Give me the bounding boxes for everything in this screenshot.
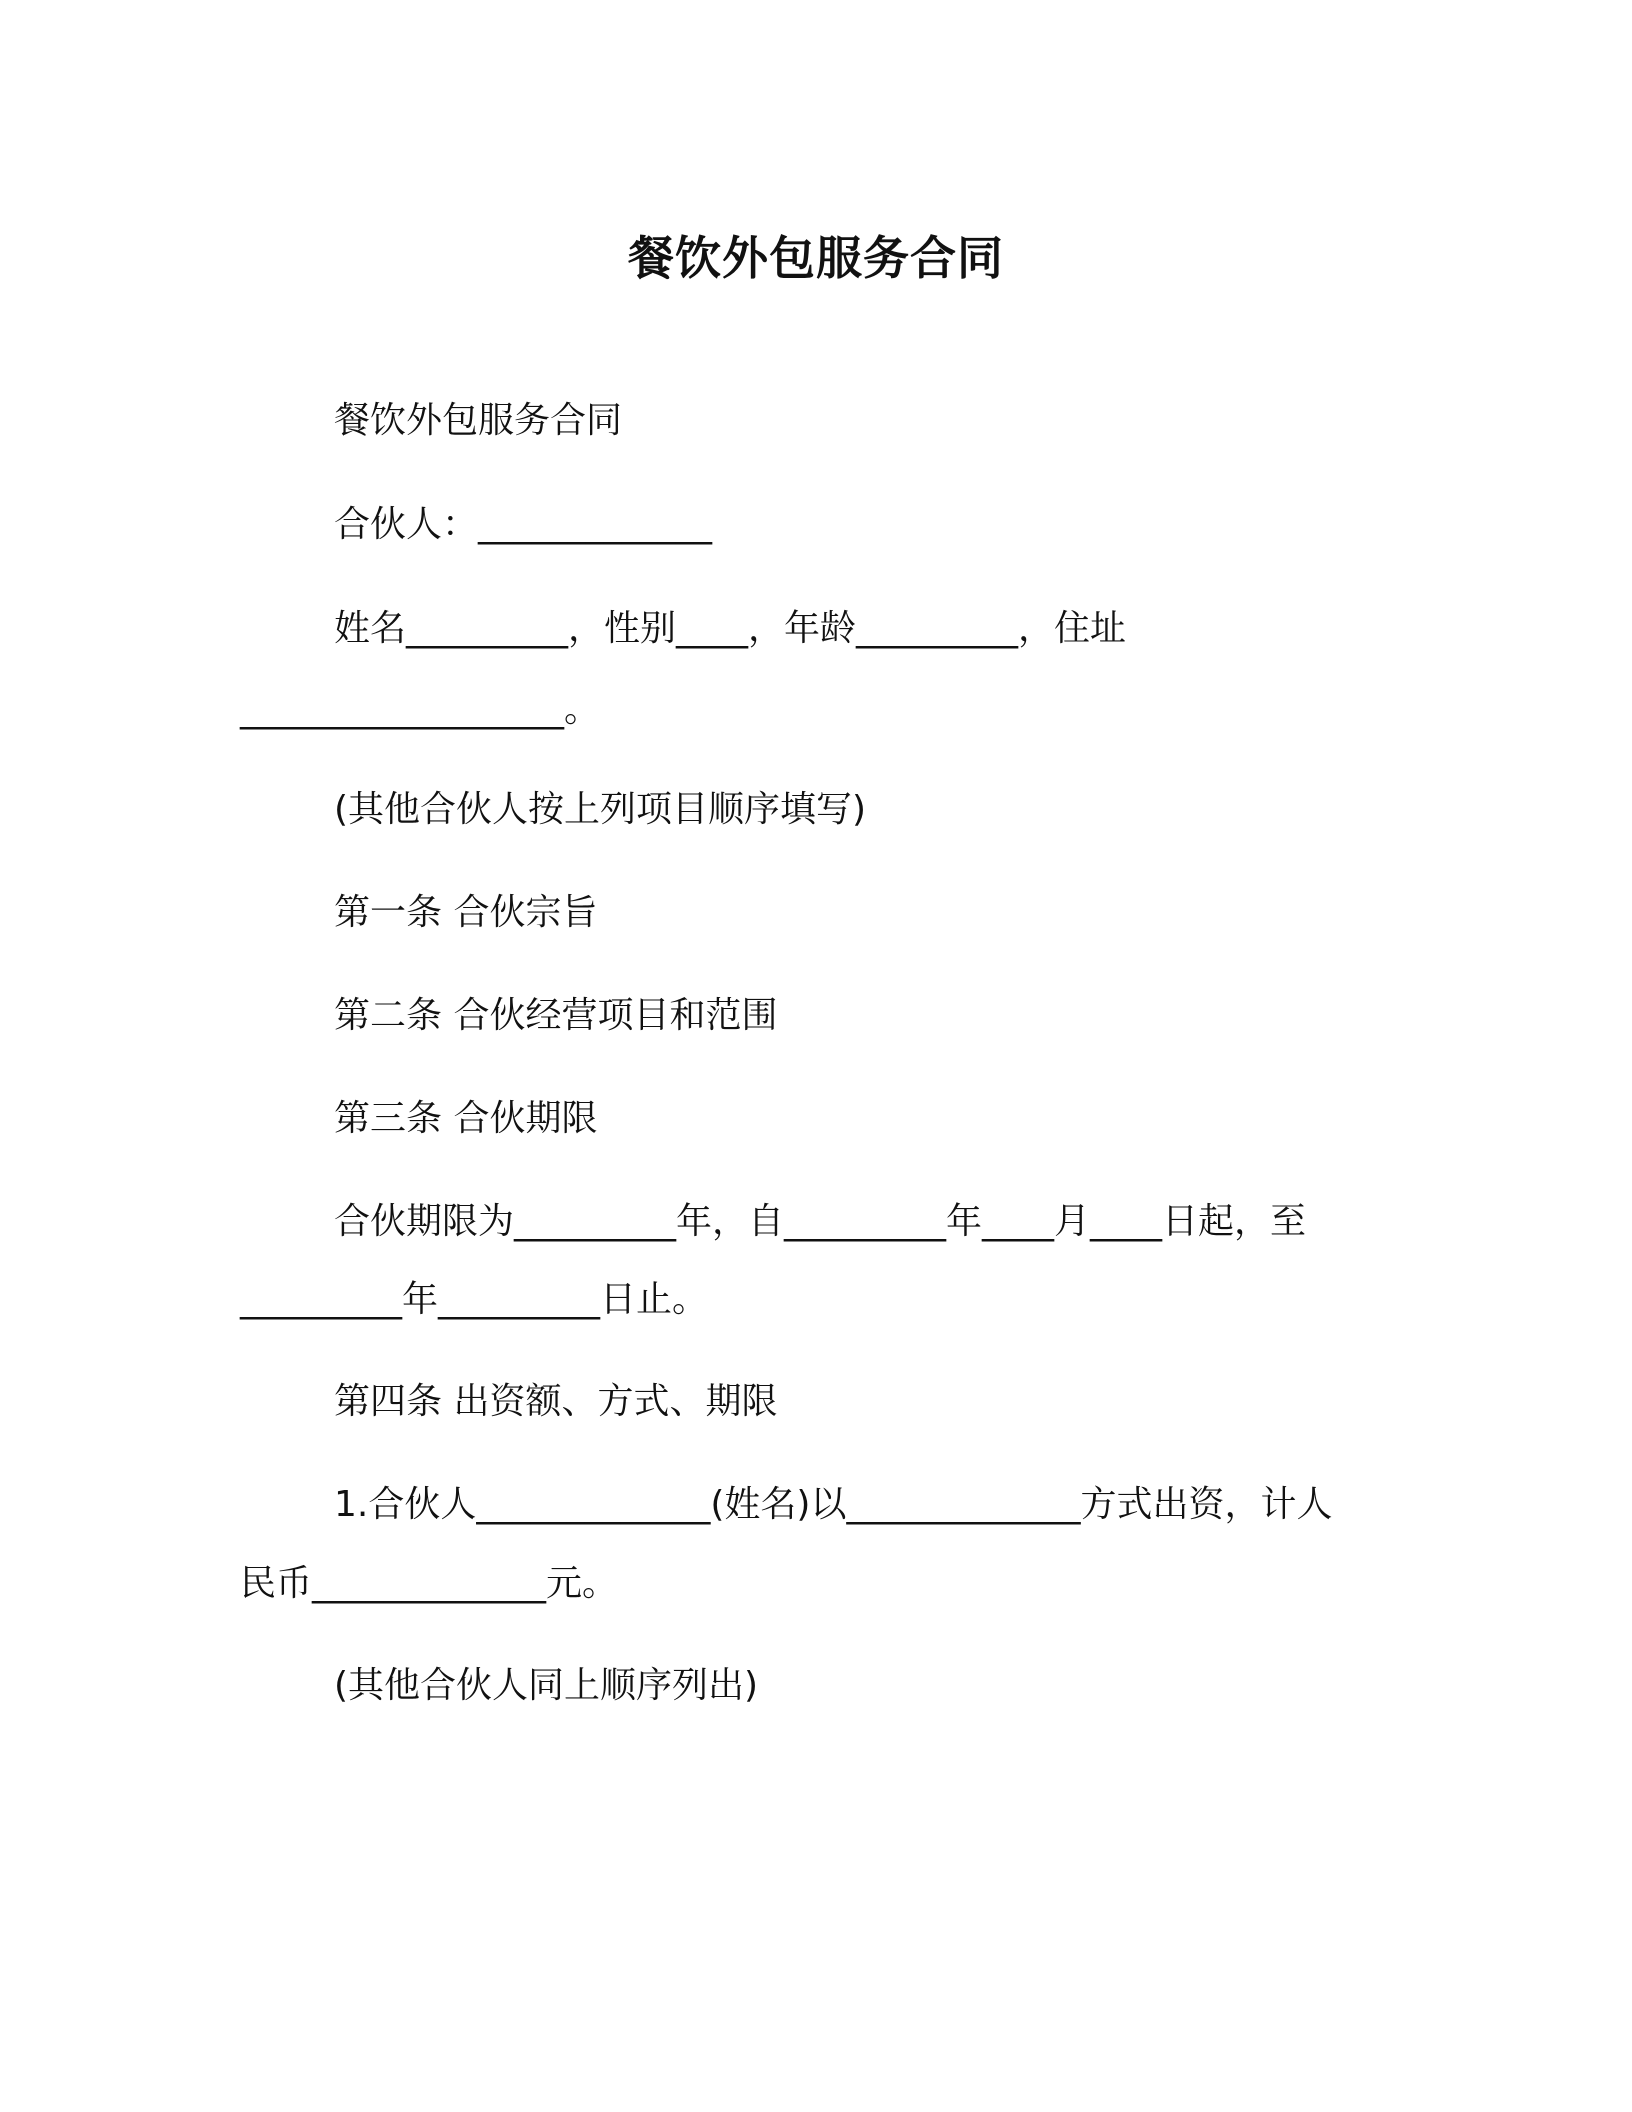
- article-1-heading: 第一条 合伙宗旨: [334, 892, 598, 933]
- body-line-address-blank: __________________。: [240, 689, 600, 730]
- body-line-contribution-amount: 民币_____________元。: [240, 1563, 619, 1604]
- body-line-partner: 合伙人：_____________: [334, 504, 713, 545]
- article-3-heading: 第三条 合伙期限: [334, 1098, 598, 1139]
- article-4-heading: 第四条 出资额、方式、期限: [334, 1381, 778, 1422]
- body-line-personal-info: 姓名_________，性别____，年龄_________，住址: [334, 608, 1127, 649]
- document-title: 餐饮外包服务合同: [628, 231, 1004, 285]
- body-line-term: 合伙期限为_________年，自_________年____月____日起，至: [334, 1201, 1307, 1242]
- article-2-heading: 第二条 合伙经营项目和范围: [334, 995, 778, 1036]
- body-line-contract-name: 餐饮外包服务合同: [334, 400, 623, 441]
- body-line-contribution: 1.合伙人_____________(姓名)以_____________方式出资，计人: [334, 1484, 1333, 1525]
- body-line-term-end: _________年_________日止。: [240, 1279, 709, 1320]
- body-line-other-partners-order: (其他合伙人同上顺序列出): [334, 1665, 759, 1706]
- body-line-other-partners-note: (其他合伙人按上列项目顺序填写): [334, 789, 867, 830]
